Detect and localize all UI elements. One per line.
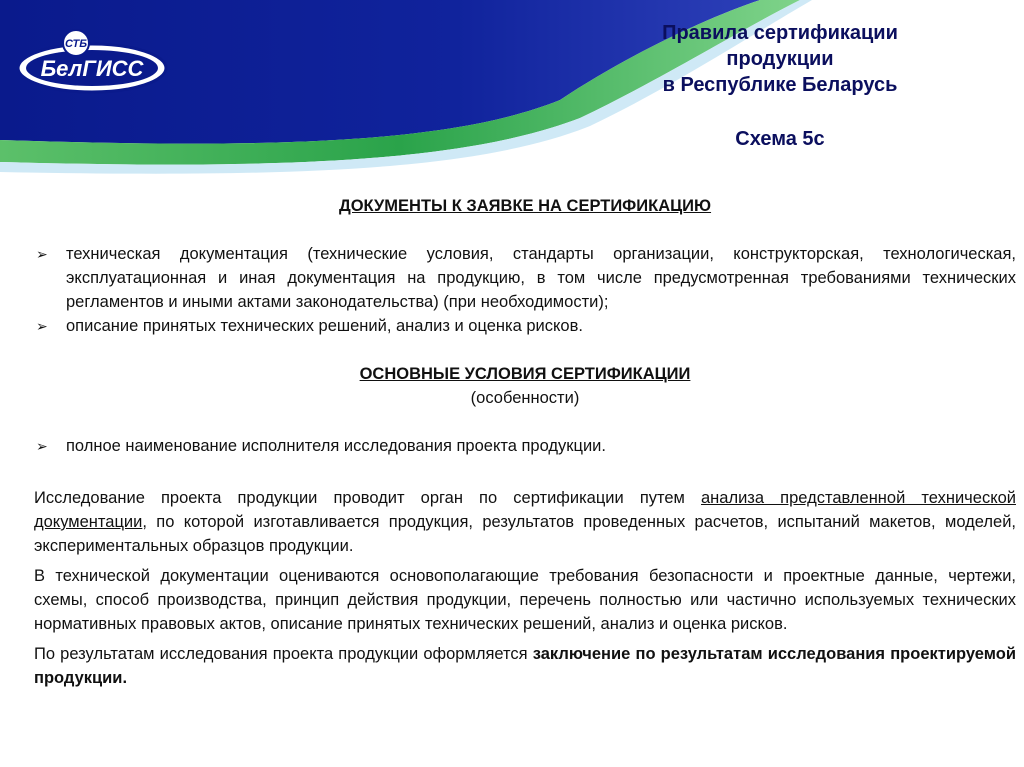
main-content xyxy=(34,190,1016,690)
section-heading-conditions: ОСНОВНЫЕ УСЛОВИЯ СЕРТИФИКАЦИИ xyxy=(359,365,691,383)
list-item-text: описание принятых технических решений, анализ и оценка рисков. xyxy=(66,317,583,335)
section-heading-documents: ДОКУМЕНТЫ К ЗАЯВКЕ НА СЕРТИФИКАЦИЮ xyxy=(338,197,712,215)
belgiss-logo xyxy=(12,28,172,108)
logo-emblem-text: СТБ xyxy=(64,38,88,50)
list-item-text: полное наименование исполнителя исследования проекта продукции. xyxy=(66,437,606,455)
paragraph-evaluation: В технической документации оцениваются основополагающие требования безопасности и проектные данные, чертежи, схемы, способ производства, принцип действия продукции, перечень полностью или частично используемых технических нормативных правовых актов, описание принятых технических решений, анализ и оценка рисков. xyxy=(34,567,1016,633)
arrow-bullet-icon: ➢ xyxy=(36,438,48,454)
list-item-text: техническая документация (технические условия, стандарты организации, конструкторская, технологическая, эксплуатационная и иная документация на продукцию, в том числе предусмотренная требованиями технических регламентов и иными актами законодательства) (при необходимости); xyxy=(66,245,1016,311)
conditions-list xyxy=(34,434,1016,458)
paragraph-text: , по которой изготавливается продукция, результатов проведенных расчетов, испытаний макетов, моделей, экспериментальных образцов продукции. xyxy=(34,513,1016,555)
arrow-bullet-icon: ➢ xyxy=(36,318,48,334)
list-item xyxy=(34,242,1016,314)
bold-text: заключение по результатам исследования проектируемой продукции. xyxy=(34,645,1016,687)
list-item xyxy=(34,434,1016,458)
paragraph-text: Исследование проекта продукции проводит орган по сертификации путем xyxy=(34,489,701,507)
paragraph-conclusion xyxy=(34,642,1016,690)
scheme-label: Схема 5с xyxy=(735,128,825,150)
list-item xyxy=(34,314,1016,338)
logo-brand-text: БелГИСС xyxy=(40,56,144,81)
underlined-text: анализа представленной технической документации xyxy=(34,489,1016,531)
belgiss-logo-icon xyxy=(12,28,172,108)
title-line-3: в Республике Беларусь xyxy=(662,74,898,96)
arrow-bullet-icon: ➢ xyxy=(36,246,48,262)
paragraph-research xyxy=(34,486,1016,558)
page-title xyxy=(610,20,950,152)
title-line-2: продукции xyxy=(726,48,834,70)
paragraph-text: По результатам исследования проекта продукции оформляется xyxy=(34,645,533,663)
title-line-1: Правила сертификации xyxy=(662,22,898,44)
documents-list xyxy=(34,242,1016,338)
section-subheading: (особенности) xyxy=(470,389,580,407)
